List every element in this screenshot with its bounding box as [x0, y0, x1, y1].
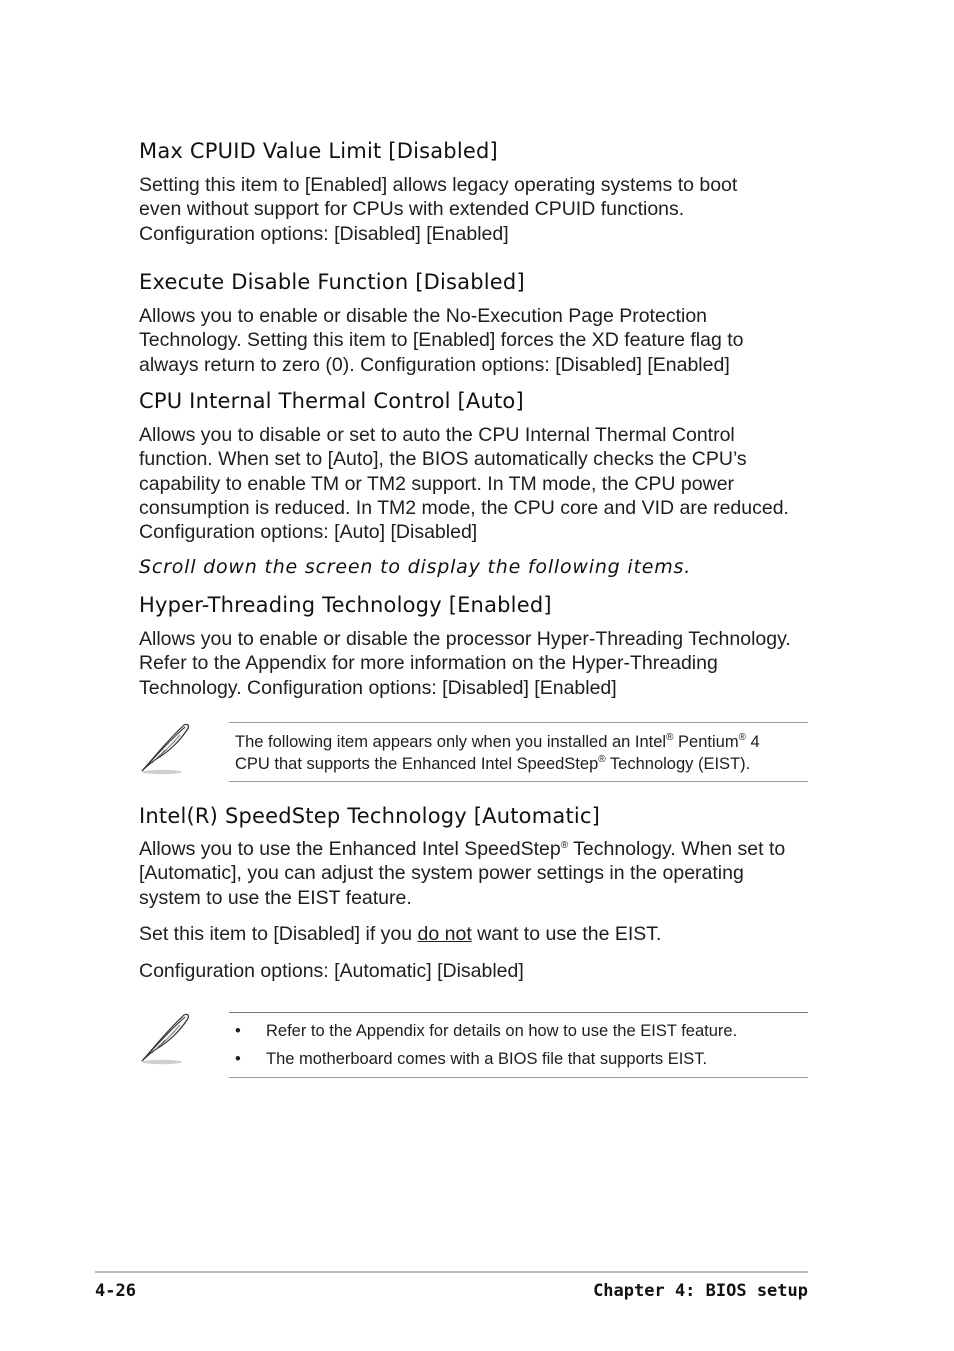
body-line: Allows you to enable or disable the processor Hyper-Threading Technology.	[139, 628, 791, 650]
section-body-thermal-control	[139, 423, 819, 544]
body-line: Refer to the Appendix for more information on the Hyper-Threading	[139, 652, 718, 675]
body-line	[139, 922, 819, 946]
scroll-instruction: Scroll down the screen to display the following items.	[139, 556, 692, 578]
feather-pen-icon	[138, 720, 192, 776]
body-line: Technology. Configuration options: [Disabled] [Enabled]	[139, 676, 617, 699]
section-body-speedstep	[139, 837, 819, 910]
body-line: Allows you to enable or disable the No-Execution Page Protection	[139, 305, 708, 327]
body-line: consumption is reduced. In TM2 mode, the CPU core and VID are reduced.	[139, 496, 789, 519]
registered-mark: ®	[560, 840, 569, 851]
bullet-icon: •	[235, 1022, 241, 1040]
body-line: Setting this item to [Enabled] allows legacy operating systems to boot	[139, 174, 738, 196]
body-line: system to use the EIST feature.	[139, 886, 412, 909]
section-heading-hyper-threading: Hyper-Threading Technology [Enabled]	[139, 593, 552, 617]
registered-mark: ®	[666, 732, 674, 743]
body-line: Configuration options: [Disabled] [Enabled]	[139, 222, 509, 245]
section-heading-speedstep: Intel(R) SpeedStep Technology [Automatic]	[139, 804, 601, 828]
section-body-execute-disable	[139, 304, 819, 377]
bullet-icon: •	[235, 1050, 241, 1068]
list-item	[229, 1017, 737, 1045]
body-text-segment: Set this item to [Disabled] if you	[139, 923, 418, 945]
body-line: Allows you to disable or set to auto the CPU Internal Thermal Control	[139, 424, 735, 446]
bullet-text: The motherboard comes with a BIOS file that supports EIST.	[266, 1050, 708, 1068]
body-line: capability to enable TM or TM2 support. In TM mode, the CPU power	[139, 472, 735, 495]
body-line	[139, 837, 819, 861]
note-bullet-list	[229, 1017, 737, 1073]
body-line: Configuration options: [Automatic] [Disabled]	[139, 960, 524, 982]
body-text-segment: want to use the EIST.	[471, 923, 662, 945]
body-line: always return to zero (0). Configuration options: [Disabled] [Enabled]	[139, 353, 730, 376]
list-item	[229, 1045, 737, 1073]
note-text-segment: 4	[745, 733, 760, 751]
section-heading-execute-disable: Execute Disable Function [Disabled]	[139, 270, 525, 294]
note-callout-eist-details	[229, 1012, 808, 1078]
body-line: [Automatic], you can adjust the system power settings in the operating	[139, 862, 744, 885]
body-line: function. When set to [Auto], the BIOS automatically checks the CPU’s	[139, 448, 747, 471]
underlined-emphasis: do not	[417, 923, 472, 945]
page-number: 4-26	[95, 1281, 136, 1301]
note-line	[235, 753, 760, 775]
note-text	[235, 731, 760, 775]
bullet-text: Refer to the Appendix for details on how to use the EIST feature.	[266, 1022, 738, 1040]
section-body-max-cpuid	[139, 173, 819, 246]
body-text-segment: Technology. When set to	[568, 838, 786, 860]
body-line: Technology. Setting this item to [Enabled] forces the XD feature flag to	[139, 329, 744, 352]
note-text-segment: Technology (EIST).	[605, 755, 751, 773]
body-text-segment: Allows you to use the Enhanced Intel SpeedStep	[139, 838, 561, 860]
speedstep-config-options	[139, 959, 819, 983]
speedstep-disable-advice	[139, 922, 819, 946]
note-line	[235, 731, 760, 753]
note-text-segment: CPU that supports the Enhanced Intel SpeedStep	[235, 755, 599, 773]
note-text-segment: The following item appears only when you installed an Intel	[235, 733, 667, 751]
feather-pen-icon	[138, 1010, 192, 1066]
registered-mark: ®	[598, 754, 606, 765]
note-text-segment: Pentium	[673, 733, 739, 751]
section-body-hyper-threading	[139, 627, 819, 700]
note-callout-eist-requirement	[229, 722, 808, 782]
section-heading-max-cpuid: Max CPUID Value Limit [Disabled]	[139, 139, 498, 163]
body-line: Configuration options: [Auto] [Disabled]	[139, 521, 478, 544]
body-line: even without support for CPUs with extended CPUID functions.	[139, 198, 685, 221]
chapter-title: Chapter 4: BIOS setup	[593, 1281, 808, 1301]
section-heading-thermal-control: CPU Internal Thermal Control [Auto]	[139, 389, 524, 413]
footer-divider	[95, 1271, 808, 1273]
registered-mark: ®	[738, 732, 746, 743]
